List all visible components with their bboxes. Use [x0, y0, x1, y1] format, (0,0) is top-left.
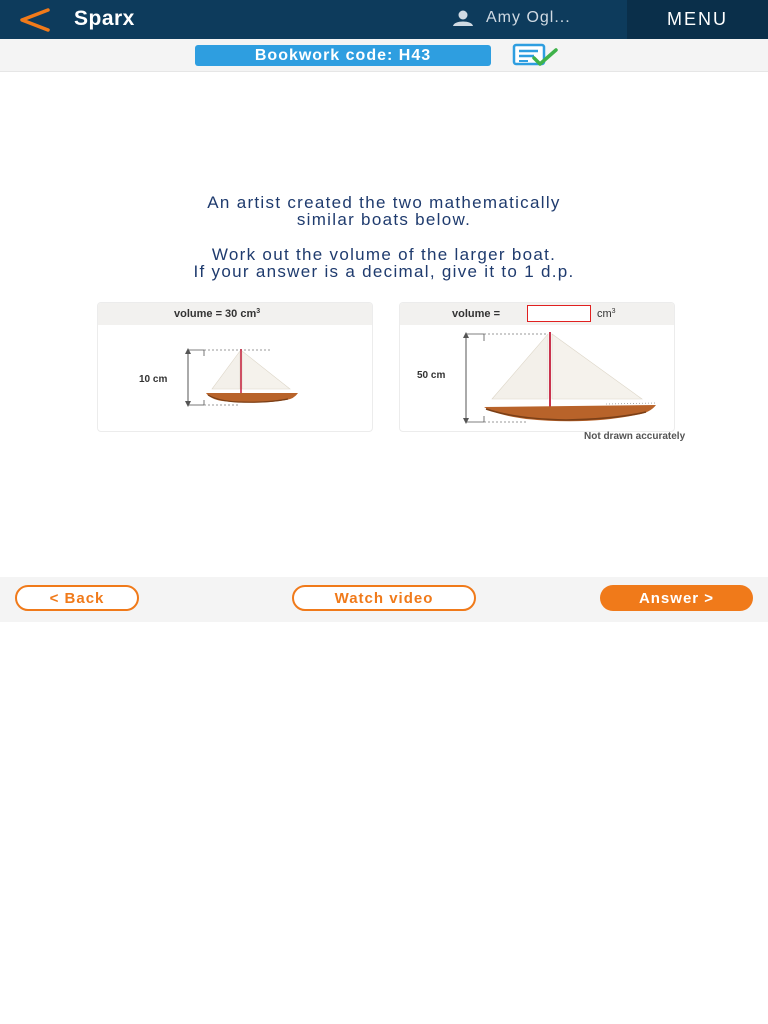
answer-input[interactable]	[527, 305, 591, 322]
large-boat-unit: cm	[597, 308, 612, 320]
watch-video-button[interactable]: Watch video	[292, 585, 476, 611]
large-boat-volume-prefix: volume =	[452, 308, 500, 320]
back-chevron-icon[interactable]	[16, 7, 52, 33]
question-line-4: If your answer is a decimal, give it to 1 d.p.	[193, 262, 575, 281]
top-bar	[0, 0, 768, 39]
user-account[interactable]	[452, 9, 571, 27]
large-boat-illustration	[456, 329, 666, 427]
not-drawn-accurately-note: Not drawn accurately	[584, 431, 686, 442]
user-name: Amy Ogl...	[486, 9, 571, 26]
small-boat-panel	[97, 302, 373, 432]
large-boat-unit-power: 3	[611, 308, 616, 315]
large-boat-volume-header	[400, 303, 674, 325]
answer-button[interactable]: Answer >	[600, 585, 753, 611]
question-line-3: Work out the volume of the larger boat.	[211, 245, 557, 264]
small-boat-height-label: 10 cm	[139, 374, 168, 385]
small-boat-volume-header	[98, 303, 372, 325]
bookwork-code-badge: Bookwork code: H43	[195, 45, 491, 66]
question-line-1: An artist created the two mathematically	[207, 193, 561, 212]
question-line-2: similar boats below.	[296, 210, 472, 229]
user-icon	[452, 10, 474, 26]
bookwork-check-icon[interactable]	[512, 43, 560, 67]
small-boat-unit-power: 3	[256, 308, 261, 315]
small-boat-volume-text: volume = 30 cm	[174, 308, 257, 320]
back-button[interactable]: < Back	[15, 585, 139, 611]
large-boat-panel	[399, 302, 675, 432]
menu-button[interactable]: MENU	[627, 0, 768, 39]
large-boat-height-label: 50 cm	[417, 370, 446, 381]
brand-logo: Sparx	[74, 7, 135, 30]
small-boat-illustration	[178, 345, 308, 411]
